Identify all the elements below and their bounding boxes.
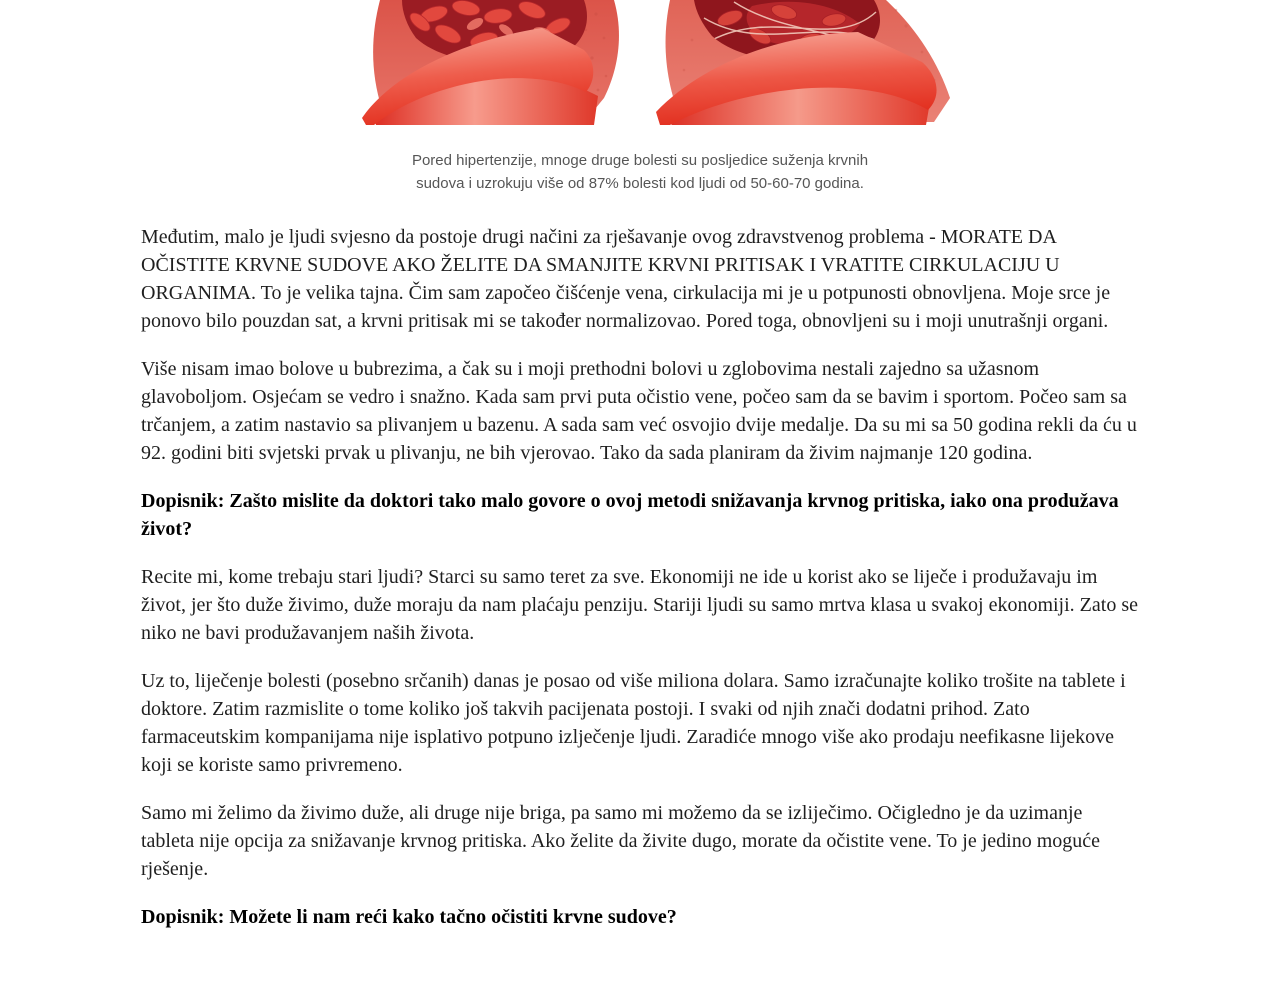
paragraph: Uz to, liječenje bolesti (posebno srčanih) danas je posao od više miliona dolara. Samo izračunajte koliko trošite na tablete i doktore. Zatim razmislite o tome koliko još takvih pacijenata postoji. I svaki od njih znači dodatni prihod. Zato farmaceutskim kompanijama nije isplativo potpuno izlječenje ljudi. Zaradiće mnogo više ako prodaju neefikasne lijekove koji se koriste samo privremeno. xyxy=(141,670,1126,776)
interview-question: Dopisnik: Možete li nam reći kako tačno očistiti krvne sudove? xyxy=(141,906,677,928)
figure-caption-line-1: Pored hipertenzije, mnoge druge bolesti su posljedice suženja krvnih xyxy=(411,152,869,169)
interview-question: Dopisnik: Zašto mislite da doktori tako malo govore o ovoj metodi snižavanja krvnog pritiska, iako ona produžava život? xyxy=(141,490,1119,540)
figure xyxy=(0,0,1280,125)
healthy-artery-illustration xyxy=(346,0,624,125)
clogged-artery-illustration xyxy=(634,0,956,125)
figure-caption-line-2: sudova i uzrokuju više od 87% bolesti kod ljudi od 50-60-70 godina. xyxy=(416,175,864,192)
paragraph: Međutim, malo je ljudi svjesno da postoje drugi načini za rješavanje ovog zdravstvenog problema - MORATE DA OČISTITE KRVNE SUDOVE AKO ŽELITE DA SMANJITE KRVNI PRITISAK I VRATITE CIRKULACIJU U ORGANIMA. To je velika tajna. Čim sam započeo čišćenje vena, cirkulacija mi je u potpunosti obnovljena. Moje srce je ponovo bilo pouzdan sat, a krvni pritisak mi se također normalizovao. Pored toga, obnovljeni su i moji unutrašnji organi. xyxy=(141,226,1111,332)
figure-caption xyxy=(0,149,1280,195)
paragraph: Više nisam imao bolove u bubrezima, a čak su i moji prethodni bolovi u zglobovima nestali zajedno sa užasnom glavoboljom. Osjećam se vedro i snažno. Kada sam prvi puta očistio vene, počeo sam da se bavim i sportom. Počeo sam sa trčanjem, a zatim nastavio sa plivanjem u bazenu. A sada sam već osvojio dvije medalje. Da su mi sa 50 godina rekli da ću u 92. godini biti svjetski prvak u plivanju, ne bih vjerovao. Tako da sada planiram da živim najmanje 120 godina. xyxy=(141,358,1137,464)
paragraph: Recite mi, kome trebaju stari ljudi? Starci su samo teret za sve. Ekonomiji ne ide u korist ako se liječe i produžavaju im život, jer što duže živimo, duže moraju da nam plaćaju penziju. Stariji ljudi su samo mrtva klasa u svakoj ekonomiji. Zato se niko ne bavi produžavanjem naših života. xyxy=(141,566,1138,644)
paragraph: Samo mi želimo da živimo duže, ali druge nije briga, pa samo mi možemo da se izliječimo. Očigledno je da uzimanje tableta nije opcija za snižavanje krvnog pritiska. Ako želite da živite dugo, morate da očistite vene. To je jedino moguće rješenje. xyxy=(141,802,1101,880)
article-body xyxy=(141,223,1139,931)
